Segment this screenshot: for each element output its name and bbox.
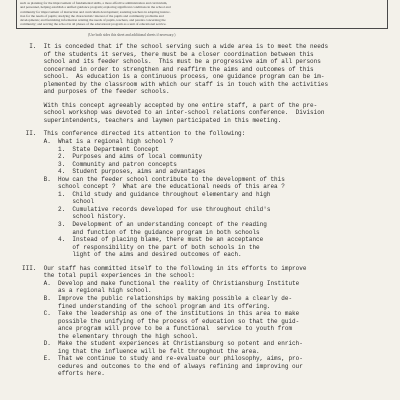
line-indent — [22, 109, 44, 116]
body-line — [22, 265, 394, 273]
line-indent — [22, 251, 72, 258]
body-line — [22, 280, 394, 288]
line-indent — [22, 66, 44, 73]
line-indent — [22, 146, 58, 153]
line-text: school workshop was devoted to an inter-school relations conference. Division — [43, 109, 325, 117]
body-line — [22, 146, 394, 154]
line-text: and function of the guidance program in both schools — [72, 228, 260, 236]
line-text: plemented by the classroom with which our staff is in touch with the activities — [43, 80, 329, 88]
line-indent — [22, 191, 58, 198]
body-line — [22, 295, 394, 303]
line-indent — [22, 272, 44, 279]
line-indent — [22, 51, 44, 58]
line-indent — [22, 213, 72, 220]
body-line — [22, 303, 394, 311]
body-line — [22, 102, 394, 110]
line-text: A. What is a regional high school ? — [43, 138, 174, 146]
prior-page-text-box — [16, 0, 388, 29]
line-indent — [22, 229, 72, 236]
line-text: of the students it serves, there must be a closer coordination between this — [43, 50, 314, 58]
line-indent — [22, 153, 58, 160]
body-line — [22, 58, 394, 66]
line-indent — [22, 310, 44, 317]
line-indent: II. — [22, 130, 44, 138]
line-text: E. That we continue to study and re-evaluate our philosophy, aims, pro- — [43, 355, 303, 363]
line-indent — [22, 287, 58, 294]
line-text: the total pupil experiences in the school: — [43, 272, 195, 280]
line-text: ing that the influence will be felt throughout the area. — [58, 347, 260, 355]
body-line — [22, 191, 394, 199]
body-line — [22, 161, 394, 169]
line-text: concerned in order to strengthen and reaffirm the aims and outcomes of this — [43, 65, 314, 73]
header-box-line: community for improvement of instruction and curriculum development; assisting teachers in adapting instruc- — [20, 9, 171, 14]
line-text: and purposes of the feeder schools. — [43, 88, 170, 96]
body-line — [22, 236, 394, 244]
line-text: school concept ? What are the educational needs of this area ? — [58, 183, 285, 191]
line-text: 2. Cumulative records developed for use throughout child's — [58, 205, 271, 213]
body-line — [22, 43, 394, 51]
line-text: cedures and outcomes to the end of always refining and improving our — [58, 362, 303, 370]
body-line — [22, 251, 394, 259]
line-text: ance program will prove to be a functional service to youth from — [58, 325, 293, 333]
line-indent — [22, 348, 58, 355]
body-line — [22, 244, 394, 252]
line-text: It is conceded that if the school serving such a wide area is to meet the needs — [43, 43, 329, 50]
line-indent — [22, 161, 58, 168]
body-line — [22, 153, 394, 161]
body-line — [22, 81, 394, 89]
header-box-line: and personnel, helping establish a unified guidance program; exploring significant conditions in the school and — [20, 5, 171, 10]
header-box-line: such as planning for the improvement of fundamental skills, a more effective administration and curriculum, — [20, 1, 168, 5]
body-line — [22, 183, 394, 191]
line-text: school history. — [72, 213, 127, 221]
line-text: 2. Purposes and aims of local community — [58, 153, 203, 161]
body-line — [22, 325, 394, 333]
line-text: efforts here. — [58, 370, 105, 378]
line-text: school. As education is a continuous process, one guidance program can be im- — [43, 73, 325, 81]
line-text: 4. Student purposes, aims and advantages — [58, 168, 206, 176]
line-indent — [22, 102, 44, 109]
line-indent — [22, 303, 58, 310]
line-text: school and its feeder schools. This must be a progressive aim of all persons — [43, 58, 321, 66]
body-line — [22, 213, 394, 221]
line-text: light of the aims and desired outcomes of each. — [72, 251, 242, 259]
line-text: B. How can the feeder school contribute to the development of this — [43, 175, 285, 183]
body-line — [22, 287, 394, 295]
line-text: school — [72, 198, 95, 206]
line-text: superintendents, teachers and laymen participated in this meeting. — [43, 116, 282, 124]
line-indent — [22, 73, 44, 80]
header-box-line: community; and serving the school in all phases of the educational program as a unit of educational service. — [20, 22, 167, 27]
body-line — [22, 66, 394, 74]
line-indent — [22, 168, 58, 175]
line-text: possible the unifying of the process of education so that the guid- — [58, 317, 300, 325]
line-indent — [22, 318, 58, 325]
body-line — [22, 73, 394, 81]
line-text: 1. Child study and guidance throughout elementary and high — [58, 190, 271, 198]
body-line — [22, 88, 394, 96]
line-indent: III. — [22, 264, 44, 272]
line-text: With this concept agreeably accepted by one entire staff, a part of the pre- — [43, 101, 318, 109]
line-text: 3. Development of an understanding concept of the reading — [58, 221, 267, 229]
line-indent — [22, 206, 58, 213]
body-line — [22, 272, 394, 280]
line-indent — [22, 280, 44, 287]
line-indent — [22, 340, 44, 347]
line-text: the elementary through the high school. — [58, 332, 199, 340]
line-indent — [22, 58, 44, 65]
line-indent — [22, 244, 72, 251]
line-indent — [22, 363, 58, 370]
line-indent — [22, 198, 72, 205]
line-text: as a regional high school. — [58, 287, 152, 295]
body-line — [22, 348, 394, 356]
body-line — [22, 51, 394, 59]
line-text: A. Develop and make functional the reality of Christiansburg Institute — [43, 279, 300, 287]
line-text: B. Improve the public relationships by making possible a clearly de- — [43, 294, 293, 302]
body-line — [22, 109, 394, 117]
line-indent — [22, 295, 44, 302]
line-text: D. Make the student experiences at Christiansburg so potent and enrich- — [43, 340, 303, 348]
body-line — [22, 130, 394, 138]
line-indent — [22, 221, 58, 228]
instruction-note: (Use both sides this sheet and additional sheets if necessary.) — [88, 33, 176, 37]
header-box-line: tion for the needs of pupils; studying the characteristic interest of the pupils and community problems and — [20, 13, 164, 18]
header-box-line: developments; and furnishing information relating the needs of pupils, teachers, and parents concerning the — [20, 18, 166, 23]
line-indent — [22, 88, 44, 95]
line-indent — [22, 81, 44, 88]
body-line — [22, 206, 394, 214]
body-line — [22, 221, 394, 229]
line-indent — [22, 138, 44, 145]
body-line — [22, 340, 394, 348]
line-text: C. Take the leadership as one of the institutions in this area to make — [43, 310, 300, 318]
body-line — [22, 168, 394, 176]
line-text: of responsibility on the part of both schools in the — [72, 243, 260, 251]
line-text: 1. State Department Concept — [58, 145, 159, 153]
line-text: fined understanding of the school program and its offering. — [58, 302, 271, 310]
body-line — [22, 198, 394, 206]
body-line — [22, 229, 394, 237]
body-line — [22, 318, 394, 326]
line-indent — [22, 236, 58, 243]
line-indent — [22, 370, 58, 377]
line-indent — [22, 176, 44, 183]
line-text: 4. Instead of placing blame, there must be an acceptance — [58, 236, 264, 244]
body-line — [22, 363, 394, 371]
line-indent — [22, 355, 44, 362]
body-line — [22, 310, 394, 318]
body-line — [22, 333, 394, 341]
line-text: Our staff has committed itself to the following in its efforts to improve — [43, 264, 307, 272]
line-indent — [22, 333, 58, 340]
body-line — [22, 355, 394, 363]
body-line — [22, 370, 394, 378]
body-line — [22, 138, 394, 146]
line-indent — [22, 117, 44, 124]
report-body — [22, 43, 394, 378]
line-indent — [22, 183, 58, 190]
line-indent — [22, 325, 58, 332]
body-line — [22, 117, 394, 125]
line-text: 3. Community and patron concepts — [58, 160, 177, 168]
line-indent: I. — [22, 43, 44, 50]
line-text: This conference directed its attention to the following: — [43, 130, 246, 138]
body-line — [22, 176, 394, 184]
